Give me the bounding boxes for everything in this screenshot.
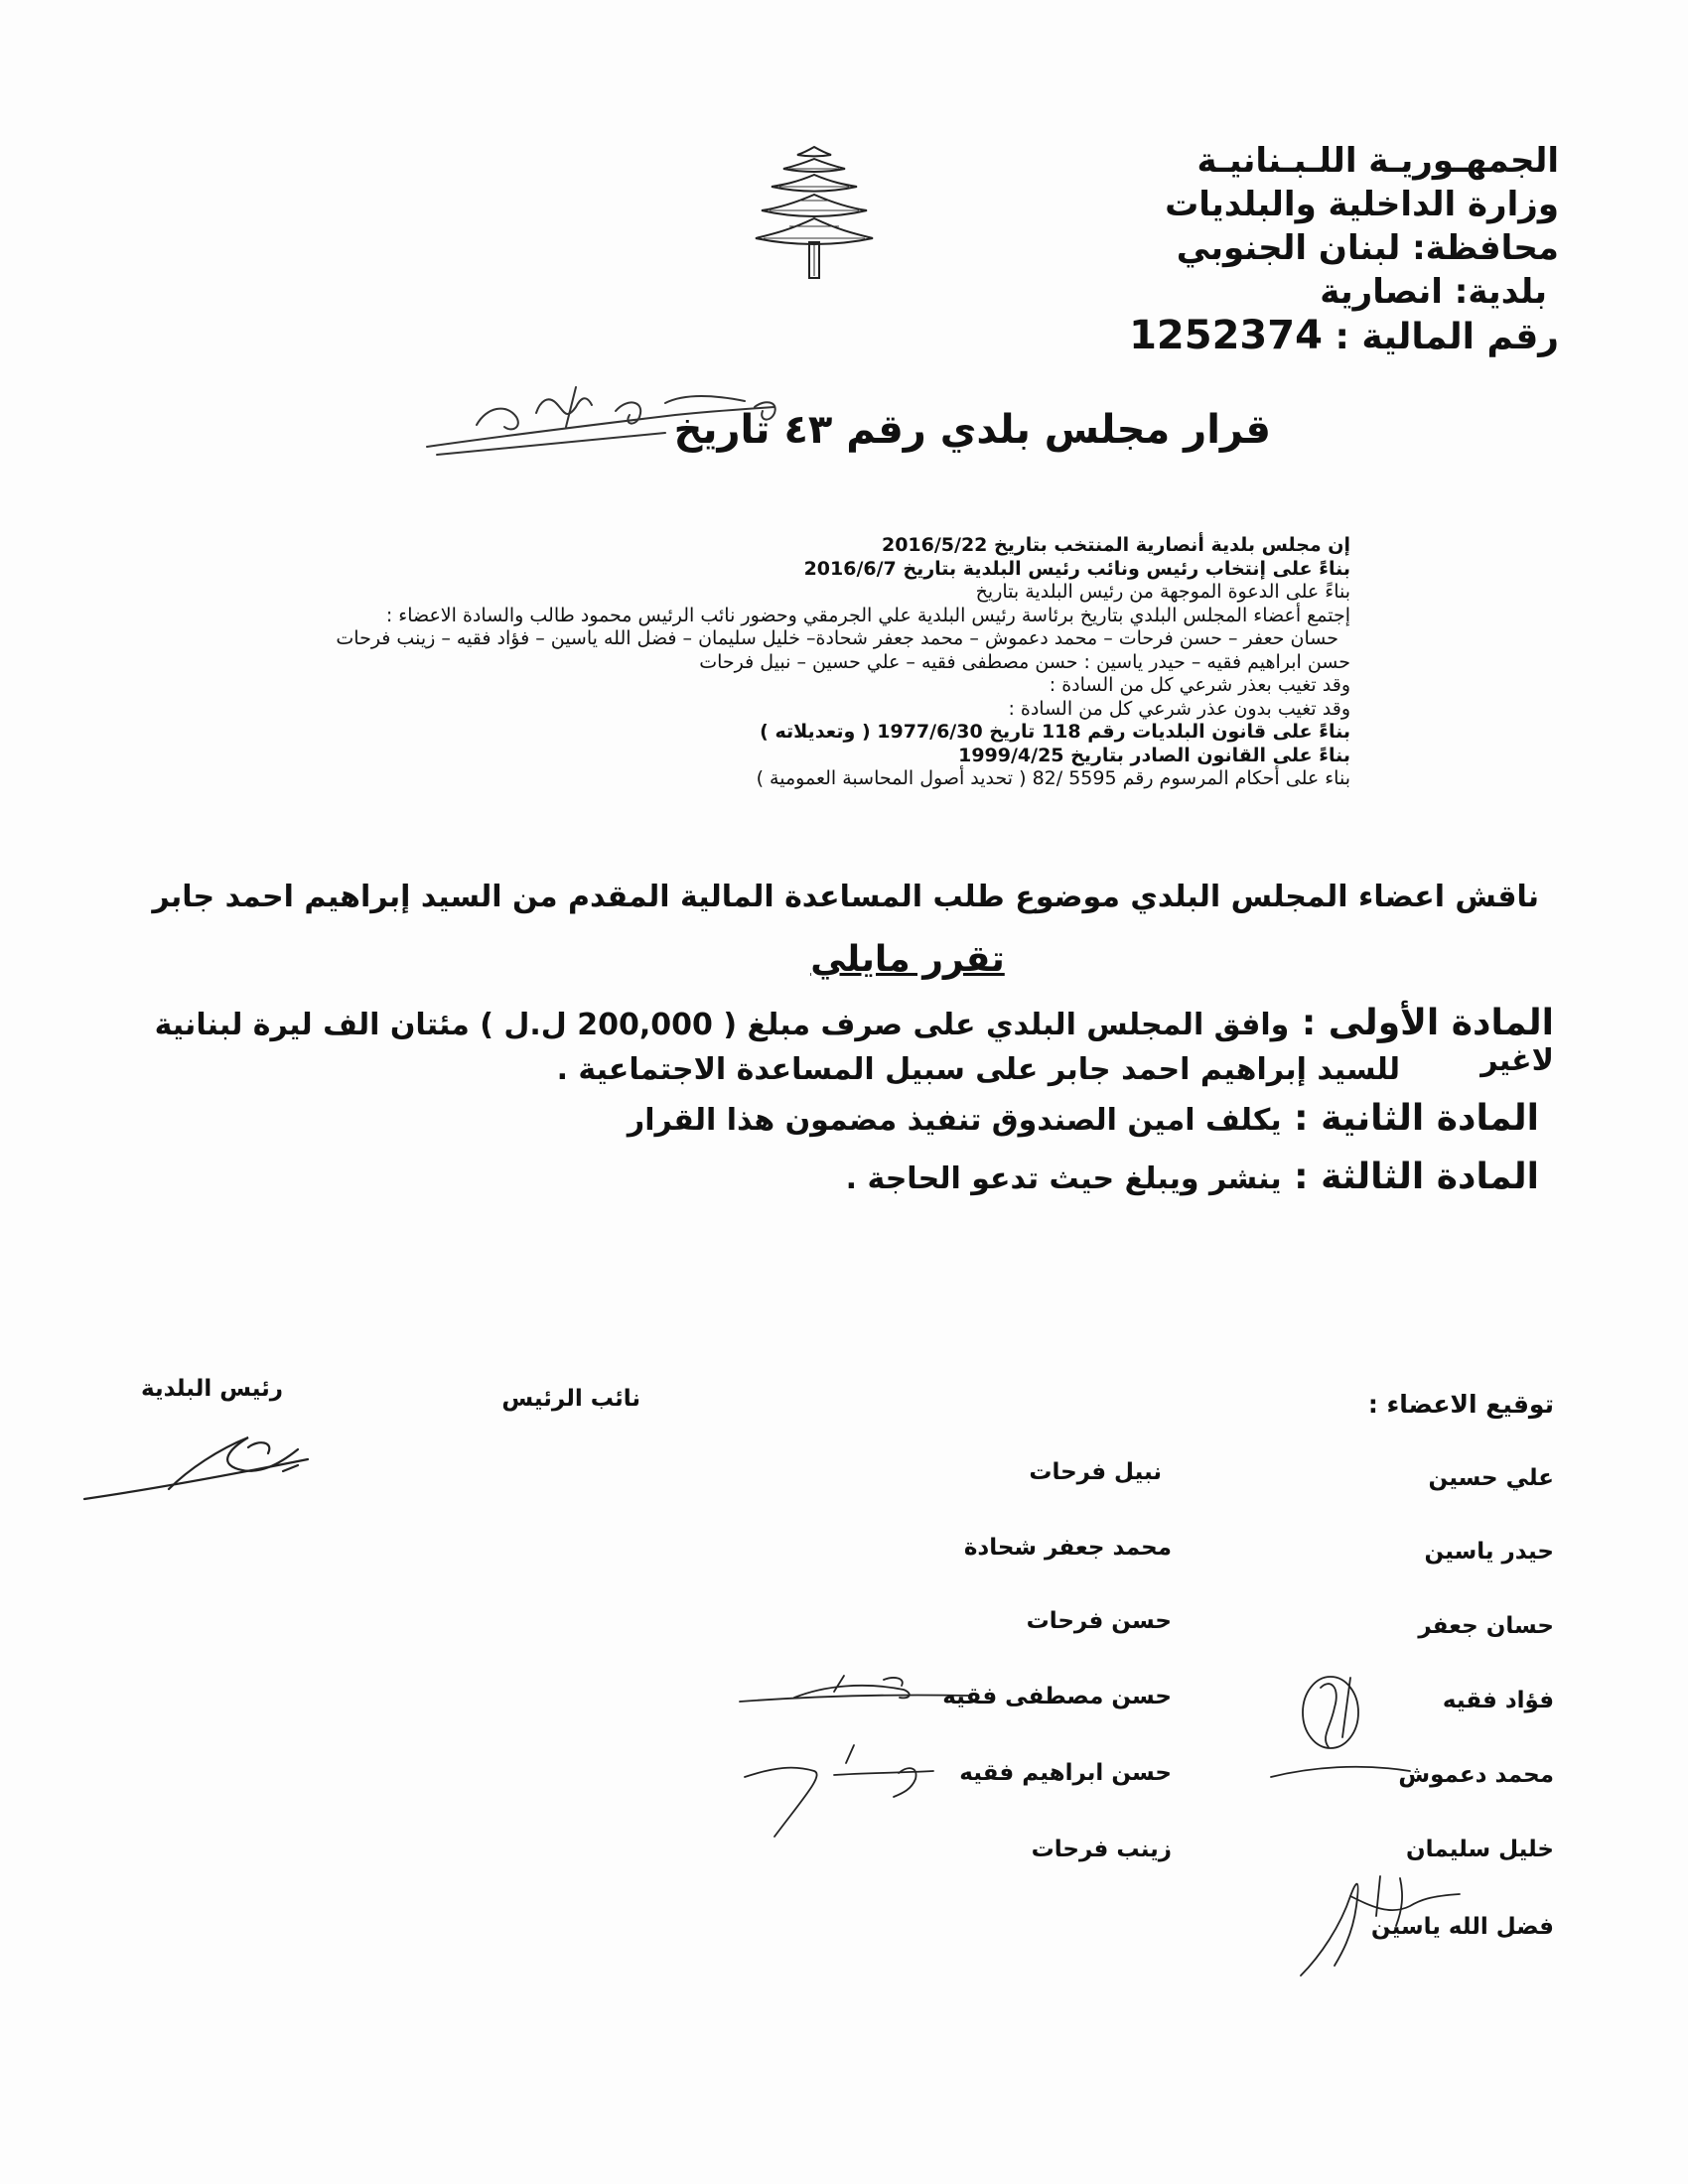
handwritten-date-icon [417, 367, 834, 477]
preamble-line: إن مجلس بلدية أنصارية المنتخب بتاريخ 2016/5/22 [881, 534, 1350, 556]
preamble-line: حسان حعفر – حسن فرحات – محمد دعموش – محمد جعفر شحادة– خليل سليمان – فضل الله ياسين – فؤاد فقيه – زينب فرحات [336, 627, 1338, 649]
member-name-middle: محمد جعفر شحادة [963, 1535, 1172, 1561]
member-name-right: حسان جعفر [1418, 1613, 1554, 1639]
article-label: المادة الثالثة : [1281, 1157, 1539, 1197]
governorate-name: محافظة: لبنان الجنوبي [1176, 228, 1559, 268]
decides-heading-text: تقرر مايلي [810, 939, 1005, 980]
article-label: المادة الأولى : [1289, 1003, 1554, 1043]
signature-fadlallah-icon [1291, 1866, 1470, 1985]
signature-hassan-ibrahim-icon [735, 1737, 973, 1846]
member-name-middle: نبيل فرحات [1029, 1459, 1162, 1485]
member-name-right: خليل سليمان [1406, 1837, 1554, 1862]
republic-name: الجمهـوريـة اللـبـنانيـة [1196, 141, 1559, 181]
preamble-line: بناءً على الدعوة الموجهة من رئيس البلدية بتاريخ [975, 581, 1350, 603]
preamble-line: وقد تغيب بدون عذر شرعي كل من السادة : [1008, 697, 1350, 720]
cedar-emblem-icon [750, 139, 879, 288]
article-text: يكلف امين الصندوق تنفيذ مضمون هذا القرار [627, 1103, 1282, 1138]
decision-title: قرار مجلس بلدي رقم ٤٣ تاريخ [673, 407, 1271, 453]
signature-hassan-mustafa-icon [735, 1668, 973, 1717]
preamble-line: وقد تغيب بعذر شرعي كل من السادة : [1049, 674, 1350, 696]
article-one-continuation: للسيد إبراهيم احمد جابر على سبيل المساعدة الاجتماعية . [556, 1052, 1400, 1087]
preamble-line: بناءً على قانون البلديات رقم 118 تاريخ 1977/6/30 ( وتعديلاته ) [760, 721, 1350, 743]
member-name-right: حيدر ياسين [1424, 1539, 1554, 1565]
mayor-title: رئيس البلدية [141, 1376, 283, 1402]
member-name-middle: حسن مصطفى فقيه [942, 1684, 1172, 1709]
member-name-middle: زينب فرحات [1031, 1837, 1172, 1862]
member-name-right: محمد دعموش [1398, 1762, 1554, 1788]
preamble-line: حسن ابراهيم فقيه – حيدر ياسين : حسن مصطفى فقيه – علي حسين – نبيل فرحات [699, 650, 1350, 673]
mayor-signature-icon [79, 1420, 328, 1509]
article-text: ينشر ويبلغ حيث تدعو الحاجة . [845, 1161, 1282, 1196]
article-three [846, 1157, 1539, 1197]
municipality-name: بلدية: انصارية [1320, 272, 1547, 312]
finance-number: 1252374 [1129, 313, 1323, 358]
preamble-line: بناء على أحكام المرسوم رقم 5595 /82 ( تحديد أصول المحاسبة العمومية ) [756, 767, 1350, 789]
finance-number-line [1102, 314, 1559, 359]
preamble-line: بناءً على القانون الصادر بتاريخ 1999/4/25 [958, 744, 1350, 766]
ministry-name: وزارة الداخلية والبلديات [1165, 185, 1559, 224]
deputy-title: نائب الرئيس [501, 1386, 640, 1412]
decides-heading [0, 939, 1688, 980]
signature-fouad-icon [1251, 1668, 1420, 1807]
letterhead [1102, 139, 1559, 359]
preamble [238, 534, 1350, 791]
article-text: وافق المجلس البلدي على صرف مبلغ ( 200,000 ل.ل ) مئتان الف ليرة لبنانية لاغير [154, 1008, 1554, 1078]
member-name-right: فؤاد فقيه [1442, 1688, 1554, 1713]
member-name-middle: حسن فرحات [1026, 1608, 1172, 1634]
article-two [628, 1098, 1539, 1139]
preamble-line: بناءً على إنتخاب رئيس ونائب رئيس البلدية بتاريخ 2016/6/7 [803, 557, 1350, 580]
members-title: توقيع الاعضاء : [1367, 1390, 1554, 1419]
finance-label: رقم المالية : [1322, 317, 1559, 357]
preamble-line: إجتمع أعضاء المجلس البلدي بتاريخ برئاسة رئيس البلدية علي الجرمقي وحضور نائب الرئيس محمود طالب والسادة الاعضاء : [385, 604, 1350, 626]
member-name-right: علي حسين [1428, 1465, 1554, 1491]
member-name-middle: حسن ابراهيم فقيه [959, 1760, 1172, 1786]
discussion-line: ناقش اعضاء المجلس البلدي موضوع طلب المساعدة المالية المقدم من السيد إبراهيم احمد جابر [152, 880, 1539, 914]
article-label: المادة الثانية : [1281, 1098, 1539, 1139]
member-name-right: فضل الله ياسين [1370, 1914, 1554, 1940]
